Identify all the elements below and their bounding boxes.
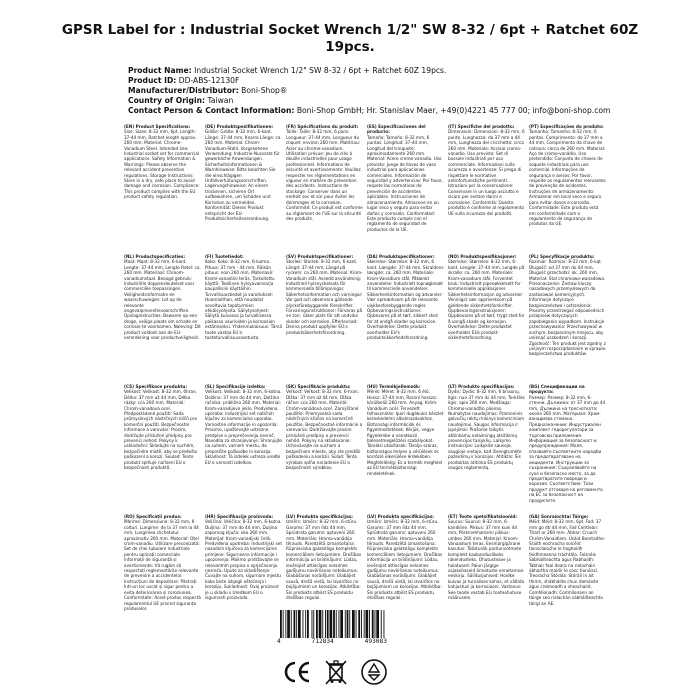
language-block (448, 254, 525, 381)
language-block (205, 124, 282, 251)
barcode-digits-right: 493083 (364, 638, 387, 645)
barcode-bar (364, 610, 365, 638)
barcode-bar (375, 610, 376, 638)
barcode-bar (319, 610, 322, 638)
language-body: Velikost: Velikost: 8-32 mm, 6hran. Délka: 37 mm až 44 mm, Délka rázky: cca 260 mm. Materiál: Chrom-vanadová ocel. Předpokládané použití: Sada průmyslových nástrčných klíčů pro komerční použití. Bezpečnostní informace a varování: Prosím, dodržujte příslušné předpisy pro prevenci nehod. Pokyny k uskladnění: Skladujte na suchém, bezpečném místě, aby se předešlo poškození a korozi. Soulad: Tento produkt splňuje nařízení EU o bezpečnosti produktů. (124, 389, 198, 471)
barcode-bar (325, 610, 326, 638)
barcode-digit-prefix: 4 (277, 638, 281, 645)
language-header: (PT) Especificações do produto: (529, 124, 604, 129)
language-body: Méret: Méret: 8-32 mm, 6 élű. Hossz: 37-44 mm, Racsni hossza: körülbelül 260 mm. Anyag: Króm-Vanádium acél. Tervezett felhasználás: Ipari dugókulcs készlet kereskedelmi alkalmazásokhoz. Biztonsági információk és figyelmeztetések: Kérjük, vegye figyelembe a vonatkozó balesetmegelőzési szabályokat. Tárolási utasítások: Tárolja száraz, biztonságos helyen a sérülések és korrózió elkerülése érdekében. Megfelelőség: Ez a termék megfelel az EU termékbiztonsági rendeletének. (367, 389, 444, 476)
language-header: (ES) Especificaciones del producto: (367, 124, 426, 135)
language-header: (RO) Specificații produs: (124, 514, 182, 519)
language-block (448, 124, 525, 251)
barcode-bars (276, 610, 388, 638)
language-body: Tamaño: Tamaño: 8-32 mm, 6 puntas. Longitud: 37-44 mm, Longitud del trinquete: aproximadamente 260 mm. Material: Acero cromo-vanadio. Uso previsto: Juego de llaves de vaso industrial para aplicaciones comerciales. Información de seguridad y advertencias: Por favor, respete las normativas de prevención de accidentes aplicables. Instrucciones de almacenamiento: Almacene en un lugar seco y seguro para evitar daños y corrosión. Conformidad: Este producto cumple con el reglamento de seguridad de productos de la UE. (367, 134, 443, 232)
language-header: (DA) Produktspecifikationer: (367, 254, 435, 259)
language-block (286, 384, 363, 511)
info-value: Taiwan (207, 96, 234, 105)
language-header: (HU) Termékjellemzők: (367, 384, 421, 389)
language-header: (IT) Specifiche del prodotto: (448, 124, 515, 129)
barcode-bar (336, 610, 337, 638)
language-body: Méid: Méid: 8-32 mm, 6pt. Fad: 37 mm go dtí 44 mm, Fad Ceirtleán: Thart ar 260 mm. Ábhar: Cruach Chróm-Vanaidiam. Úsáid Beartaithe: Sraith eochracha soicéid tionsclaíocha le haghaidh feidhmeanna tráchtála. Faisnéis Sábháilteachta agus Rabhaidh: Tabhair faoi deara na rialacháin ábhartha maidir le cosc tionóiscí. Treoracha Stórála: Stóráil in áit thirim, shábháilte chun damáiste agus creimeadh a sheachaint. Comhlíonadh: Comhlíonann an táirge seo rialachán sábháilteachta táirgí an AE. (529, 519, 606, 606)
info-value: Industrial Socket Wrench 1/2" SW 8-32 / 6pt + Ratchet 60Z 19pcs. (194, 66, 447, 75)
language-header: (LT) Produkto specifikacijos: (448, 384, 515, 389)
language-block (448, 384, 525, 511)
info-key: Contact Person & Contact Information: (128, 106, 295, 115)
language-body: Veličina: Veličina: 8-32 mm, 6-kutna. Duljina: 37 mm do 44 mm, Duljina zapornog ključa: oko 260 mm. Materijal: Krom-vanadijski čelik. Predviđena upotreba: Industrijski set nasadnih ključeva za komercijalne primjene. Sigurnosne informacije i upozorenja: Molimo pridržavajte se relevantnih propisa o sprječavanju nesreća. Upute za skladištenje: Čuvajte na suhom, sigurnom mjestu kako biste izbjegli oštećenja i koroziju. Sukladnost: Ovaj proizvod je u skladu s Uredbom EU o sigurnosti proizvoda. (205, 519, 282, 601)
language-block (529, 514, 606, 641)
language-block (529, 254, 606, 381)
barcode-digits-left: 712834 (311, 638, 334, 645)
barcode-bar (352, 610, 355, 638)
barcode-bar (287, 610, 290, 638)
language-body: Size: Sizes: 8-32 mm, 6pt. Length: 37-44 mm, Ratchet length approx. 260 mm. Material: Chrome-Vanadium Steel. Intended Use: Industrial socket set for commercial applications. Safety Information & Warnings: Please observe the relevant accident prevention regulations. Storage Instructions: Store in a dry, safe place to avoid damage and corrosion. Compliance: This product complies with the EU product safety regulation. (124, 129, 200, 200)
barcode-bar (294, 610, 296, 638)
language-body: Taille: Taille: 8-32 mm, 6 pans. Longueur: 37-44 mm, Longueur du cliquet: environ 260 mm. Matériau: Acier au chrome-vanadium. Utilisation prévue: Jeu de clés à douille industrielles pour usage professionnel. Informations de sécurité et avertissements: Veuillez respecter les réglementations en vigueur en matière de prévention des accidents. Instructions de stockage: Conserver dans un endroit sec et sûr pour éviter les dommages et la corrosion. Conformité: Ce produit est conforme au règlement de l'UE sur la sécurité des produits. (286, 129, 363, 221)
barcode-bar (358, 610, 360, 638)
barcode-bar (303, 610, 304, 638)
language-body: Izmērs: Izmērs: 8-32 mm, 6-stūru. Garums: 37 mm līdz 44 mm, Sprūdrata garums: aptuveni 260 mm. Materiāls: Hroma-vanādija tērauds. Paredzētā izmantošana: Rūpnieciska galatslēgu komplekts komerciāliem lietojumiem. Drošības informācija un brīdinājumi: Lūdzu, ievērojiet attiecīgos nelaimes gadījumu novēršanas noteikumus. Glabāšanas norādījumi: Glabājiet sausā, drošā vietā, lai izvairītos no bojājumiem un korozijas. Atbilstība: Šis produkts atbilst ES produktu drošības regulai. (286, 519, 362, 601)
barcode-bar (285, 610, 286, 638)
barcode-bar (345, 610, 346, 638)
info-key: Product ID: (128, 76, 177, 85)
barcode-bar (376, 610, 379, 638)
info-row (128, 96, 668, 106)
cardboard-recycle-icon (360, 658, 388, 686)
product-info (128, 66, 668, 116)
barcode-bar (307, 610, 309, 638)
info-key: Product Name: (128, 66, 192, 75)
ean-barcode (276, 610, 388, 646)
language-block (529, 384, 606, 511)
language-block (124, 514, 201, 641)
barcode-bar (313, 610, 314, 638)
language-block (448, 514, 525, 641)
language-header: (HR) Specifikacije proizvoda: (205, 514, 274, 519)
language-body: Размер: Размер: 8-32 mm, 6-стенни. Дължина: от 37 mm до 44 mm, Дължина на тресчотката: около 260 mm. Материал: Хром-ванадиева стомана. Предназначение: Индустриален комплект гедорегулатори за търговски приложения. Информация за безопасност и предупреждения: Моля, спазвайте съответните наредби за предотвратяване на инциденти. Инструкции за съхранение: Съхранявайте на сухо и безопасно място, за да предотвратите повреди и корозия. Съответствие: Този продукт отговаря на регламента на ЕС за безопасност на продуктите. (529, 394, 606, 503)
info-value: Boni-Shop® (241, 86, 288, 95)
language-block (205, 254, 282, 381)
barcode-bar (330, 610, 333, 638)
crossed-out-bin-icon (324, 658, 348, 686)
language-header: (EN) Product Specifications: (124, 124, 191, 129)
language-grid (124, 124, 606, 641)
language-body: Størrelse: Størrelse: 8-32 mm, 6 kant. Længde: 37-44 mm, Skraldens længde: ca. 260 mm. Materiale: Krom-Vanadium stål. Påtænkt anvendelse: Industrielt topnøglesæt til kommercielle anvendelser. Sikkerhedsinformation og advarsler: Vær opmærksom på de relevante ulykkesforebyggende regler. Opbevaringsinstruktioner: Opbevares på et tørt, sikkert sted for at undgå skader og korrosion. Overholdelse: Dette produkt overholder EU's produktsikkerhedsforordning. (367, 259, 444, 341)
barcode-bar (347, 610, 349, 638)
barcode-bar (283, 610, 284, 638)
info-key: Manufacturer/Distributor: (128, 86, 239, 95)
barcode-bar (361, 610, 362, 638)
language-body: Izmērs: Izmērs: 8-32 mm, 6-stūru. Garums: 37 mm līdz 44 mm, Sprūdrata garums: aptuveni 260 mm. Materiāls: Hroma-vanādija tērauds. Paredzētā izmantošana: Rūpnieciska galatslēgu komplekts komerciāliem lietojumiem. Drošības informācija un brīdinājumi: Lūdzu, ievērojiet attiecīgos nelaimes gadījumu novēršanas noteikumus. Glabāšanas norādījumi: Glabājiet sausā, drošā vietā, lai izvairītos no bojājumiem un korozijas. Atbilstība: Šis produkts atbilst ES produktu drošības regulai. (367, 519, 443, 601)
barcode-bar (381, 610, 382, 638)
barcode-bar (298, 610, 301, 638)
language-header: (SK) Špecifikácie produktu: (286, 384, 351, 389)
ce-mark-icon (282, 659, 312, 685)
language-body: Dydis: Dydis: 8-32 mm, 6 briaunų. Ilgis: nuo 37 mm iki 44 mm, Terkšlės ilgis: apie 260 mm. Medžiaga: Chromo-vanadžio plienas. Numatytas naudojimas: Pramoninis galvučių raktų rinkinys komerciniam naudojimui. Saugos informacija ir įspėjimai: Prašome laikytis atitinkamų nelaimingų atsitikimų prevencijos taisyklių. Laikymo instrukcijos: Laikykite sausoje, saugioje vietoje, kad išvengtumėte pažeidimų ir korozijos. Atitiktis: Šis produktas atitinka ES produktų saugos reglamentą. (448, 389, 525, 471)
barcode-bar (291, 610, 292, 638)
barcode-bar (316, 610, 318, 638)
language-block (367, 254, 444, 381)
language-block (286, 254, 363, 381)
barcode-bar (340, 610, 343, 638)
language-body: Mărime: Dimensiune: 8-32 mm, 6 colțuri. Lungime: de la 37 mm la 44 mm, Lungimea clichetului: aproximativ 260 mm. Material: Oțel crom-vanadiu. Utilizare preconizată: Set de chei tubulare industriale pentru aplicații comerciale. Informații de siguranță și avertismente: Vă rugăm să respectați reglementările relevante de prevenire a accidentelor. Instrucțiuni de depozitare: Păstrați într-un loc uscat și sigur pentru a evita deteriorarea și coroziunea. Conformitate: Acest produs respectă regulamentul UE privind siguranța produselor. (124, 519, 201, 611)
language-body: Velikost: Velikost: 8-32 mm, 6-kotna. Dolžina: 37 mm do 44 mm, Dolžina račnika: približno 260 mm. Material: Krom-vanadijevo jeklo. Predvidena uporaba: Industrijski set natičnih ključev za komercialno uporabo. Varnostne informacije in opozorila: Prosimo, upoštevajte ustrezne predpise o preprečevanju nesreč. Navodila za shranjevanje: Shranjujte na suhem, varnem mestu, da preprečite poškodbe in korozijo. Skladnost: Ta izdelek ustreza uredbi EU o varnosti izdelkov. (205, 389, 282, 465)
language-header: (NL) Productspecificaties: (124, 254, 186, 259)
language-block (529, 124, 606, 251)
language-body: Størrelse: Størrelse: 8-32 mm, 6-kant. Lengde: 37-44 mm, Lengde på skralle: ca. 260 mm. Materiale: Krom-vanadium stål. Forventet bruk: Industrielt pipenøkkelsett for kommersielle applikasjoner. Sikkerhetsinformasjon og advarsler: Vennligst vær oppmerksom på gjeldende sikkerhetsforskrifter. Oppbevaringsinstruksjoner: Oppbevares på et tørt, trygt sted for å unngå skade og korrosjon. Overholdelse: Dette produktet overholder EUs produkt-sikkerhetsforordning. (448, 259, 525, 341)
language-header: (DE) Produktspezifikationen: (205, 124, 274, 129)
barcode-bar (305, 610, 306, 638)
language-block (205, 514, 282, 641)
barcode-bar (369, 610, 370, 638)
compliance-icons (282, 658, 392, 686)
barcode-bar (366, 610, 369, 638)
language-block (367, 384, 444, 511)
language-body: Tamanho: Tamanho: 8-32 mm, 6 pontas. Comprimento: de 37 mm a 44 mm, Comprimento da chave de catraca: cerca de 260 mm. Material: Aço de cromo-vanádio. Uso pretendido: Conjunto de chaves de soquete industriais para uso comercial. Informações de segurança e avisos: Por favor, respeite os regulamentos relevantes de prevenção de acidentes. Instruções de armazenamento: Armazenar em local seco e seguro para evitar danos e corrosão. Conformidade: Este produto está em conformidade com o regulamento de segurança de produtos da UE. (529, 129, 606, 227)
barcode-bar (296, 610, 297, 638)
barcode-bar (339, 610, 340, 638)
language-header: (NO) Produktspesifikasjoner: (448, 254, 517, 259)
language-header: (SL) Specifikacije izdelka: (205, 384, 266, 389)
language-block (367, 124, 444, 251)
language-body: Größe: Größe: 8-32 mm, 6-kant. Länge: 37-44 mm, Knarre Länge: ca. 260 mm. Material: Chrom-Vanadium-Stahl. Vorgesehene Verwendung: Industrie-Nusssatz für gewerbliche Anwendungen. Sicherheitsinformationen & Warnhinweise: Bitte beachten Sie die einschlägigen Unfallverhütungsvorschriften. Lagerungshinweise: An einem trockenen, sicheren Ort aufbewahren, um Schäden und Korrosion zu vermeiden. Konformität: Dieses Produkt entspricht der EU-Produktsicherheitsverordnung. (205, 129, 282, 221)
barcode-bar (327, 610, 329, 638)
barcode-bar (322, 610, 323, 638)
barcode-bar (384, 610, 385, 638)
barcode-bar (280, 610, 282, 638)
language-block (124, 384, 201, 511)
barcode-digits (276, 638, 388, 646)
language-block (124, 124, 201, 251)
language-header: (BG) Спецификации на продукта: (529, 384, 585, 395)
barcode-bar (372, 610, 374, 638)
info-row (128, 86, 668, 96)
language-block (205, 384, 282, 511)
barcode-bar (312, 610, 313, 638)
barcode-bar (356, 610, 357, 638)
language-header: (GA) Sonraíochtaí Táirge: (529, 514, 589, 519)
language-header: (FR) Spécifications du produit: (286, 124, 359, 129)
language-header: (FI) Tuotetiedot: (205, 254, 244, 259)
info-row (128, 106, 668, 116)
language-body: Maat: Maat: 8-32 mm, 6-kant. Lengte: 37-44 mm, Lengte Ratel: ca. 260 mm. Materiaal: Chroom-vanadiumstaal. Beoogd gebruik: Industriële doppensleutelset voor commerciële toepassingen. Veiligheidsinformatie en waarschuwingen: Let op de relevante ongevalpreventievoorschriften. Opslaginstructies: Bewaren op een droge, veilige plaats om schade en corrosie te voorkomen. Naleving: Dit product voldoet aan de EU-verordening voor productveiligheid. (124, 259, 201, 341)
language-body: Rozmiar: Rozmiar: 8-32 mm, 6-kąt. Długość: od 37 mm do 44 mm, Długość grzechotki: ok. 260 mm. Materiał: Stal chromowo-wanadowa. Przeznaczenie: Zestaw kluczy nasadowych przemysłowych do zastosowań komercyjnych. Informacje dotyczące bezpieczeństwa i ostrzeżenia: Prosimy przestrzegać odpowiednich przepisów dotyczących zapobiegania wypadkom. Instrukcje przechowywania: Przechowywać w suchym, bezpiecznym miejscu, aby uniknąć uszkodzeń i korozji. Zgodność: Ten produkt jest zgodny z unijnym rozporządzeniem w sprawie bezpieczeństwa produktów. (529, 259, 606, 357)
language-body: Veľkosť: Veľkosť: 8-32 mm, 6-hran. Dĺžka: 37 mm až 44 mm, Dĺžka ráčne: cca 260 mm. Materiál: Chróm-vanádová oceľ. Zamýšľané použitie: Priemyselná sada nástrčných kľúčov na komerčné použitie. Bezpečnostné informácie a varovania: Dodržiavajte prosím príslušné predpisy o prevencii nehôd. Pokyny na skladovanie: Uchovávajte na suchom a bezpečnom mieste, aby ste predišli poškodeniu a korózii. Súlad: Tento výrobok spĺňa nariadenie EÚ o bezpečnosti výrobkov. (286, 389, 363, 471)
language-block (286, 124, 363, 251)
language-body: Dimensioni: Dimensioni: 8-32 mm, 6 punte. Lunghezza: da 37 mm a 44 mm, Lunghezza del cricchetto: circa 260 mm. Materiale: Acciaio cromo-vanadio. Uso previsto: Set di bussole industriali per uso commerciale. Informazioni sulla sicurezza e avvertenze: Si prega di rispettare le normative antinfortunistiche pertinenti. Istruzioni per la conservazione: Conservare in un luogo asciutto e sicuro per evitare danni e corrosione. Conformità: Questo prodotto è conforme al regolamento UE sulla sicurezza dei prodotti. (448, 129, 525, 216)
language-header: (LV) Produkta specifikācijas: (286, 514, 353, 519)
language-body: Storlek: Storlek: 8-32 mm, 6-kant. Längd: 37-44 mm, Längd på ryckeln: ca 260 mm. Material: Krom-Vanadium stål. Avsedd användning: Industriell hylsnyckelsats för kommersiella tillämpningar. Säkerhetsinformation och varningar: Var god och observera gällande olycksförebyggande föreskrifter. Förvaringsinstruktioner: Förvaras på en torr, säker plats för att undvika skador och korrosion. Efterlevnad: Denna produkt uppfyller EU:s produktsäkerhetsförordning. (286, 259, 363, 335)
language-header: (LV) Produkta specifikācijas: (367, 514, 434, 519)
barcode-bar (349, 610, 350, 638)
language-header: (SV) Produktspecifikationer: (286, 254, 354, 259)
language-body: Suurus: Suurus: 8-32 mm, 6-kandiline. Pikkus: 37 mm kuni 44 mm, Põrkmehhanismi pikkus: umbes 260 mm. Materjal: Kroom-Vanaadium teras. Eesmärgipärane kasutus: Tööstuslik padrunvõtmete komplekt kaubanduslikeks rakendusteks. Ohutusteave ja hoiatused: Palun järgige asjakohaseid õnnetuste ennetamise eeskirju. Säilitusjuhised: Hoidke kuivas ja turvalises kohas, et vältida kahjustusi ja korrosiooni. Vastavus: See toode vastab ELi tooteohutuse määrusele. (448, 519, 525, 601)
info-value: Boni-Shop GmbH; Hr. Stanislav Maer, +49(0)4221 45 777 00; info@boni-shop.com (296, 106, 611, 115)
info-key: Country of Origin: (128, 96, 206, 105)
page-title: GPSR Label for : Industrial Socket Wrench 1/2" SW 8-32 / 6pt + Ratchet 60Z 19pcs. (61, 22, 639, 55)
language-block (124, 254, 201, 381)
language-body: Koko: Koko: 8-32 mm, 6-kulma. Pituus: 37 mm - 44 mm, Räikän pituus: noin 260 mm. Materiaali: Kromi-vanadiini teräs. Tarkoitettu käyttö: Teollinen hylsyavainsarja kaupallisiin käyttöihin. Turvallisuustiedot ja varoitukset: Huomioithan, että noudatat soveltuvia tapaturmien ehkäisyohjeita. Säilytysohjeet: Säilytä kuivassa ja turvallisessa paikassa vaurioiden ja korroosion estämiseksi. Yhdenmukaisuus: Tämä tuote vastaa EU:n tuoteturvallisuusasetusta. (205, 259, 282, 341)
language-header: (ET) Toote spetsifikatsioonid: (448, 514, 518, 519)
language-header: (PL) Specyfikacje produktu: (529, 254, 595, 259)
info-value: DD-ABS-12130F (178, 76, 240, 85)
info-row (128, 66, 668, 76)
barcode-bar (333, 610, 335, 638)
info-row (128, 76, 668, 86)
language-header: (CS) Specifikace produktu: (124, 384, 188, 389)
